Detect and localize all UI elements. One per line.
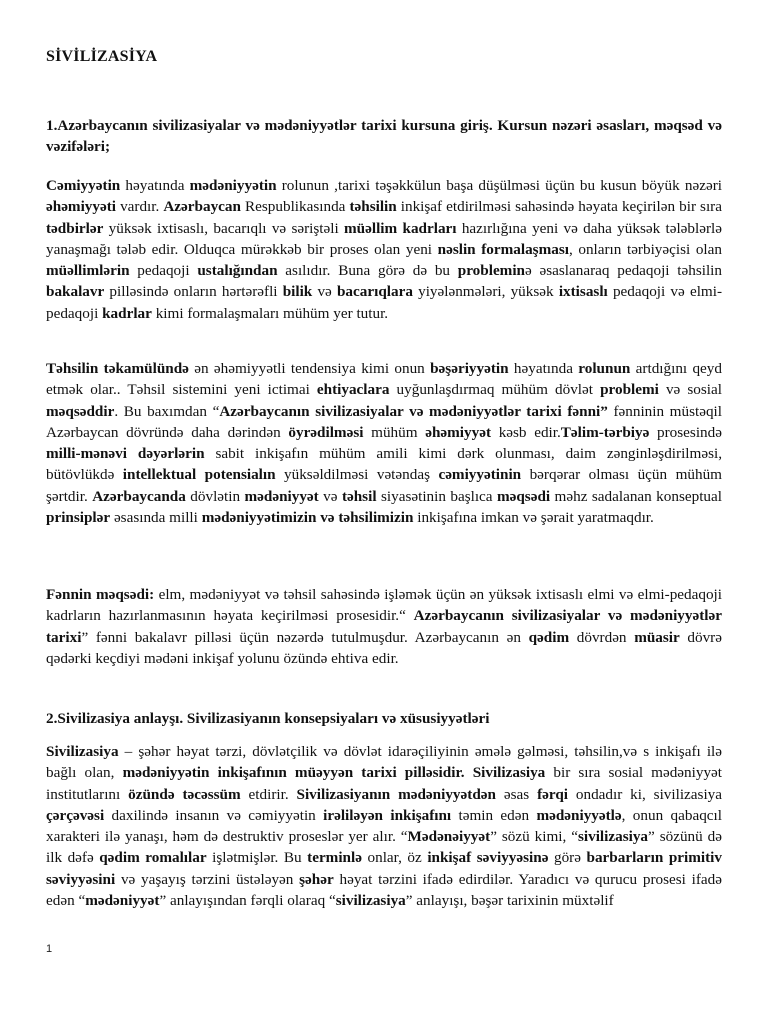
document-page xyxy=(46,0,722,1024)
bold-text-run: ustalığından xyxy=(197,262,278,280)
text-run: ən əhəmiyyətli tendensiya kimi onun xyxy=(188,360,431,377)
text-run: fənninin müstəqil Azərbaycan dövründə daha dərindən xyxy=(46,402,722,441)
bold-text-run: təhsil xyxy=(341,487,377,505)
text-run: daxilində insanın və cəmiyyətin xyxy=(104,806,324,824)
text-run: və xyxy=(312,283,337,301)
bold-text-run: kadrlar xyxy=(102,304,152,322)
bold-text-run: Fənnin məqsədi: xyxy=(46,586,155,603)
section-heading-1: 1.Azərbaycanın sivilizasiyalar və mədəniyyətlər tarixi kursuna giriş. Kursun nəzəri əsasları, məqsəd və vəzifələri; xyxy=(46,117,722,156)
bold-text-run: prinsiplər xyxy=(46,509,111,527)
bold-text-run: cəmiyyətinin xyxy=(438,466,522,484)
text-run: , onların tərbiyəçisi olan xyxy=(568,240,722,258)
text-run: – şəhər həyat tərzi, dövlətçilik və dövlət idarəçiliyinin əmələ gəlməsi, təhsilin,və s inkişafı ilə bağlı olan, xyxy=(46,743,722,782)
text-run: həyatında xyxy=(120,177,190,194)
bold-text-run: Azərbaycanda xyxy=(92,487,186,505)
bold-text-run: müəllimlərin xyxy=(46,262,130,280)
text-run: ” anlayışından fərqli olaraq “ xyxy=(159,892,336,910)
bold-text-run: bilik xyxy=(282,283,313,301)
text-run: əsas xyxy=(495,785,538,803)
text-run: Respublikasında xyxy=(240,198,350,216)
bold-text-run: milli-mənəvi dəyərlərin xyxy=(46,445,205,463)
section-heading-2: 2.Sivilizasiya anlayşı. Sivilizasiyanın konsepsiyaları və xüsusiyyətləri xyxy=(46,710,490,727)
bold-text-run: çərçəvəsi xyxy=(46,806,105,824)
text-run: vardır. xyxy=(116,198,164,216)
bold-text-run: məqsədi xyxy=(496,487,551,505)
bold-text-run: Təhsilin təkamülündə xyxy=(46,360,189,377)
bold-text-run: Mədənəiyyət xyxy=(407,828,491,846)
text-run: bərqərar olması üçün mühüm şərtdir. xyxy=(46,466,722,505)
text-run: onlar, öz xyxy=(361,849,428,867)
bold-text-run: irəliləyən inkişafını xyxy=(323,806,452,824)
text-run: etdirir. xyxy=(240,785,297,803)
text-run: artdığını qeyd etmək olar.. Təhsil sistemini yeni ictimai xyxy=(46,360,722,399)
page-number: 1 xyxy=(46,943,53,955)
text-run: prosesində xyxy=(649,423,722,441)
bold-text-run: intellektual potensialın xyxy=(122,466,276,484)
bold-text-run: şəhər xyxy=(299,870,334,888)
bold-text-run: Cəmiyyətin xyxy=(46,177,121,194)
text-run: məhz sadalanan konseptual xyxy=(550,487,722,505)
bold-text-run: inkişaf səviyyəsinə xyxy=(427,849,549,867)
bold-text-run: barbarların primitiv səviyyəsini xyxy=(46,849,722,888)
text-run: hazırlığına yeni və daha yüksək tələblərlə yanaşmağı tələb edir. Olduqca mürəkkəb bir proses olan yeni xyxy=(46,219,722,258)
bold-text-run: qədim xyxy=(528,628,570,646)
text-run: kəsb edir. xyxy=(491,423,561,441)
bold-text-run: bacarıqlara xyxy=(336,283,413,301)
text-run: kimi formalaşmaları mühüm yer tutur. xyxy=(151,304,389,322)
bold-text-run: əhəmiyyəti xyxy=(46,198,117,216)
text-run: yüksəldilməsi vətəndaş xyxy=(275,466,439,484)
bold-text-run: Təlim-tərbiyə xyxy=(560,423,650,441)
text-run: rolunun ,tarixi təşəkkülun başa düşülməsi üçün bu kusun böyük nəzəri xyxy=(276,177,722,194)
text-run: bir sıra sosial mədəniyyət institutlarını xyxy=(46,764,723,803)
text-run: ” anlayışı, bəşər tarixinin müxtəlif xyxy=(405,892,614,910)
bold-text-run: nəslin formalaşması xyxy=(437,240,569,258)
text-run: ” sözü kimi, “ xyxy=(490,828,578,846)
bold-text-run: problemin xyxy=(457,262,525,280)
text-run: və yaşayış tərzini üstələyən xyxy=(115,870,300,888)
bold-text-run: öyrədilməsi xyxy=(288,423,364,441)
bold-text-run: problemi xyxy=(600,381,659,399)
paragraph-civilization xyxy=(46,741,722,911)
bold-text-run: qədim romalılar xyxy=(99,849,207,867)
bold-text-run: özündə təcəssüm xyxy=(128,785,241,803)
text-run: işlətmişlər. Bu xyxy=(206,849,308,867)
bold-text-run: mədəniyyətlə xyxy=(536,806,622,824)
bold-text-run: müasir xyxy=(634,628,680,646)
text-run: dövrə qədərki keçdiyi mədəni inkişaf yolunu özündə ehtiva edir. xyxy=(46,628,722,667)
text-run: inkişaf etdirilməsi sahəsində həyata keçirilən bir sıra xyxy=(396,198,722,216)
text-run: asılıdır. Buna görə də bu xyxy=(277,262,458,280)
text-run: və sosial xyxy=(658,381,722,399)
text-run: təmin edən xyxy=(451,806,537,824)
text-run: ” sözünü də ilk dəfə xyxy=(46,828,723,867)
text-run: uyğunlaşdırmaq mühüm dövlət xyxy=(389,381,601,399)
bold-text-run: Sivilizasiya xyxy=(46,743,119,760)
document-title: SİVİLİZASİYA xyxy=(46,48,158,65)
text-run: və xyxy=(318,487,342,505)
text-run: həyat tərzini ifadə edirdilər. Yaradıcı və qurucu prosesi ifadə edən “ xyxy=(46,870,722,910)
text-run: ” fənni bakalavr pilləsi üçün nəzərdə tutulmuşdur. Azərbaycanın ən xyxy=(81,628,529,646)
text-run: , onun qabaqcıl xarakteri ilə yanaşı, həm də destruktiv proseslər yer alır. “ xyxy=(46,806,722,846)
bold-text-run: sivilizasiya xyxy=(577,828,649,846)
text-run: həyatında xyxy=(508,360,579,377)
bold-text-run: rolunun xyxy=(578,360,631,377)
text-run: yiyələnmələri, yüksək xyxy=(412,283,559,301)
paragraph-subject-goal xyxy=(46,584,722,669)
paragraph-intro xyxy=(46,175,722,324)
bold-text-run: tədbirlər xyxy=(46,219,104,237)
text-run: ə əsaslanaraq pedaqoji təhsilin xyxy=(525,262,722,280)
bold-text-run: mədəniyyətin xyxy=(189,177,277,194)
bold-text-run: məqsəddir xyxy=(46,402,115,420)
bold-text-run: Azərbaycanın sivilizasiyalar və mədəniyyətlər tarixi xyxy=(46,607,722,646)
text-run: ondadır ki, sivilizasiya xyxy=(568,785,722,803)
paragraph-education xyxy=(46,358,722,528)
bold-text-run: mədəniyyət xyxy=(85,892,160,910)
bold-text-run: mədəniyyətimizin və təhsilimizin xyxy=(201,509,414,527)
bold-text-run: fərqi xyxy=(537,785,568,803)
bold-text-run: sivilizasiya xyxy=(335,892,406,910)
text-run: yüksək ixtisaslı, bacarıqlı və səriştəli xyxy=(103,219,345,237)
bold-text-run: bəşəriyyətin xyxy=(430,360,509,377)
bold-text-run: terminlə xyxy=(307,849,362,867)
text-run: pedaqoji və elmi-pedaqoji xyxy=(46,283,723,322)
bold-text-run: Azərbaycanın sivilizasiyalar və mədəniyyətlər tarixi fənni” xyxy=(219,402,608,420)
text-run: . Bu baxımdan “ xyxy=(114,402,220,420)
text-run: mühüm xyxy=(363,423,426,441)
bold-text-run: ehtiyaclara xyxy=(316,381,390,399)
bold-text-run: təhsilin xyxy=(349,198,397,216)
bold-text-run: Sivilizasiyanın mədəniyyətdən xyxy=(296,785,496,803)
text-run: sabit inkişafın mühüm amili kimi dərk olunması, daim zənginləşdirilməsi, bütövlükdə xyxy=(46,445,722,484)
bold-text-run: ixtisaslı xyxy=(558,283,608,301)
bold-text-run: mədəniyyətin inkişafının müəyyən tarixi pilləsidir. Sivilizasiya xyxy=(122,764,546,782)
text-run: pedaqoji xyxy=(129,262,198,280)
bold-text-run: əhəmiyyət xyxy=(425,423,492,441)
bold-text-run: Azərbaycan xyxy=(163,198,241,216)
text-run: elm, mədəniyyət və təhsil sahəsində işləmək üçün ən yüksək ixtisaslı elmi və elmi-pedaqoji kadrların hazırlanmasının həyata keçirilməsi prosesidir.“ xyxy=(46,586,722,625)
text-run: dövrdən xyxy=(569,628,635,646)
text-run: əsasında milli xyxy=(110,509,202,527)
text-run: siyasətinin başlıca xyxy=(376,487,497,505)
text-run: dövlətin xyxy=(185,487,245,505)
text-run: görə xyxy=(548,849,587,867)
bold-text-run: bakalavr xyxy=(46,283,105,301)
text-run: inkişafına imkan və şərait yaratmaqdır. xyxy=(413,509,654,527)
bold-text-run: müəllim kadrları xyxy=(344,219,457,237)
bold-text-run: mədəniyyət xyxy=(244,487,319,505)
text-run: pilləsində onların hərtərəfli xyxy=(104,283,283,301)
